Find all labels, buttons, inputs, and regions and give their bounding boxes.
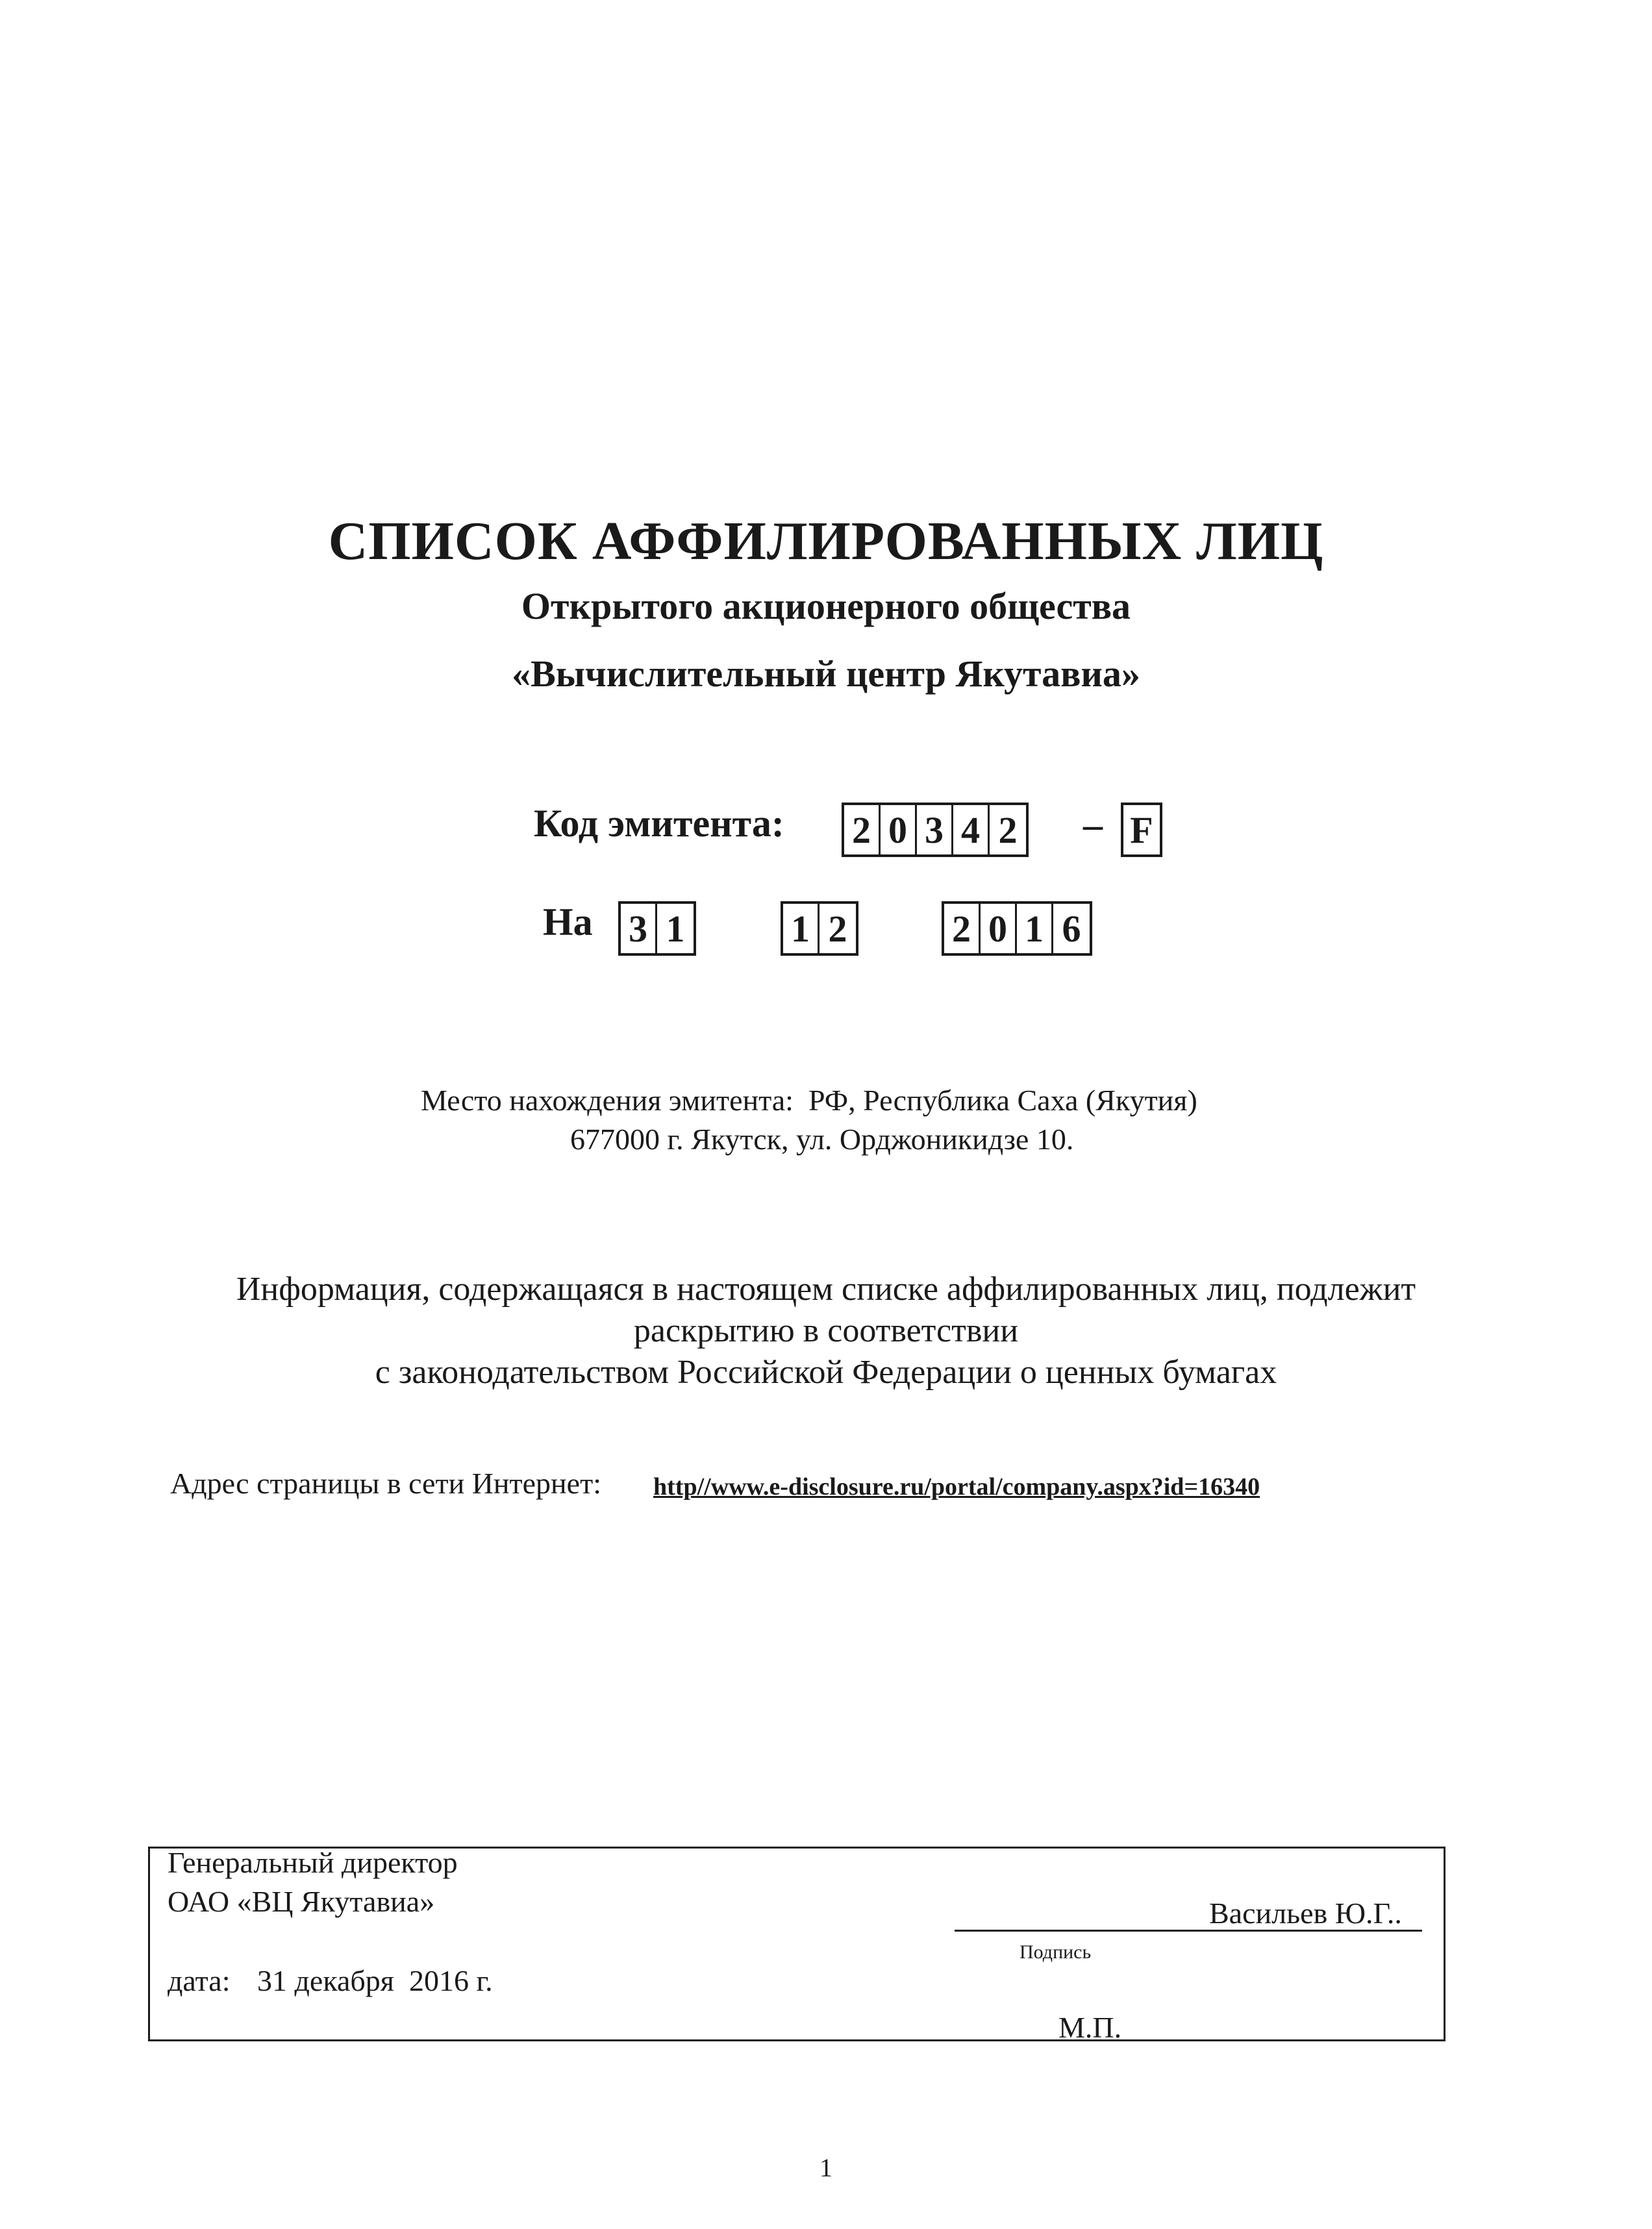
issuer-code-digit: 4: [953, 805, 990, 854]
as-of-label: На: [543, 901, 593, 943]
signature-line: [955, 1930, 1422, 1932]
issuer-address: 677000 г. Якутск, ул. Орджоникидзе 10.: [570, 1123, 1074, 1156]
internet-address-link[interactable]: http//www.e-disclosure.ru/portal/company.aspx?id=16340: [653, 1473, 1260, 1501]
issuer-code-digit: 0: [881, 805, 917, 854]
issuer-code-boxes: [842, 803, 1029, 857]
signer-position: Генеральный директор: [168, 1846, 458, 1879]
as-of-year-digit: 0: [981, 904, 1017, 953]
issuer-code-suffix-box: [1121, 803, 1162, 857]
issuer-code-digit: 3: [917, 805, 953, 854]
signer-name: Васильев Ю.Г..: [1209, 1897, 1402, 1930]
as-of-year-boxes: [942, 901, 1092, 956]
signature-caption: Подпись: [1020, 1941, 1092, 1963]
date-label: дата:: [168, 1964, 231, 1997]
subtitle-company-name: «Вычислительный центр Якутавиа»: [512, 653, 1140, 695]
disclosure-info-line: Информация, содержащаяся в настоящем списке аффилированных лиц, подлежит: [236, 1271, 1416, 1308]
issuer-code-suffix: F: [1130, 808, 1153, 851]
page-number: 1: [820, 2153, 832, 2182]
subtitle-company-type: Открытого акционерного общества: [521, 585, 1131, 627]
signature-date: 31 декабря 2016 г.: [257, 1964, 493, 1997]
issuer-code-digit: 2: [998, 808, 1018, 851]
as-of-month-digit: 2: [828, 907, 847, 950]
issuer-code-digit: 2: [844, 805, 881, 854]
as-of-year-digit: 6: [1062, 907, 1081, 950]
as-of-year-digit: 2: [944, 904, 981, 953]
seal-mark: М.П.: [1058, 2011, 1122, 2044]
document-title: СПИСОК АФФИЛИРОВАННЫХ ЛИЦ: [328, 511, 1324, 571]
as-of-day-boxes: [618, 901, 696, 956]
issuer-code-dash: –: [1083, 803, 1103, 846]
disclosure-info-line: раскрытию в соответствии: [633, 1312, 1019, 1349]
as-of-day-digit: 1: [666, 907, 685, 950]
internet-address-label: Адрес страницы в сети Интернет:: [170, 1467, 601, 1500]
as-of-day-digit: 3: [621, 904, 657, 953]
disclosure-info-line: с законодательством Российской Федерации о ценных бумагах: [375, 1354, 1277, 1391]
as-of-month-digit: 1: [783, 904, 820, 953]
signer-organization: ОАО «ВЦ Якутавиа»: [168, 1885, 435, 1918]
issuer-location: Место нахождения эмитента: РФ, Республика Саха (Якутия): [421, 1084, 1197, 1117]
as-of-year-digit: 1: [1017, 904, 1053, 953]
issuer-code-label: Код эмитента:: [534, 802, 784, 845]
as-of-month-boxes: [781, 901, 858, 956]
